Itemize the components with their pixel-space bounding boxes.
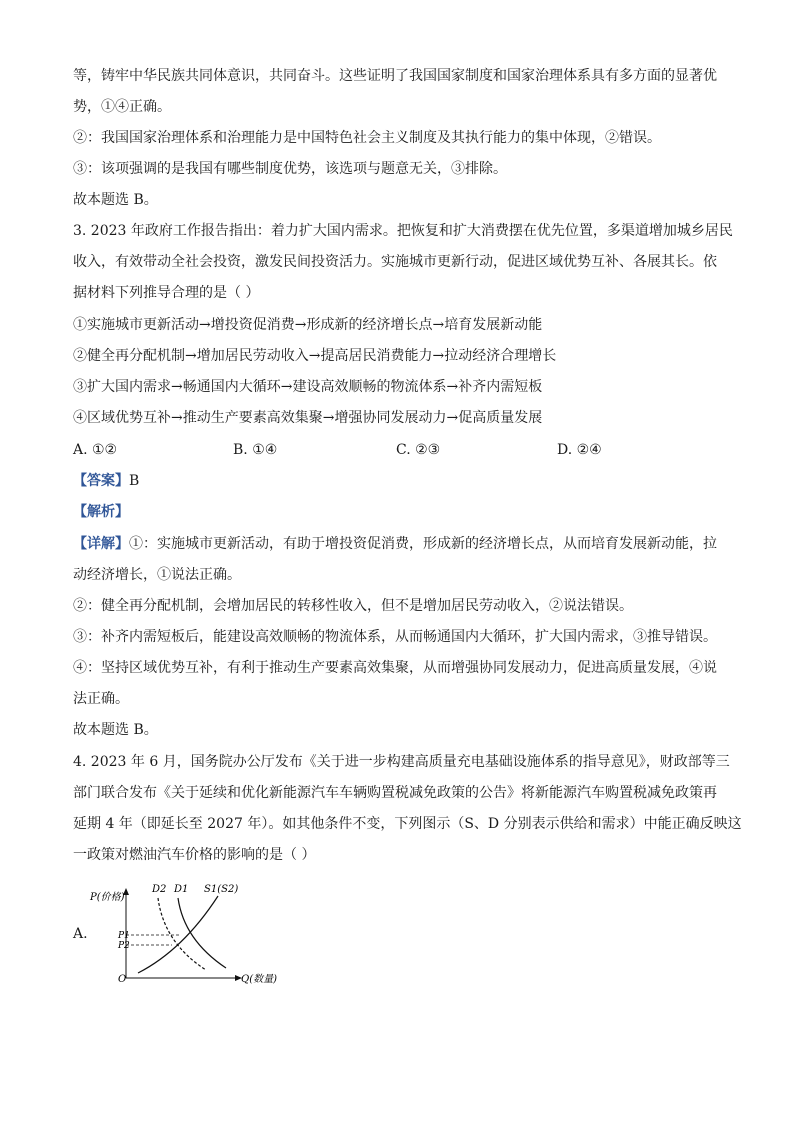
text-line: 等，铸牢中华民族共同体意识，共同奋斗。这些证明了我国国家制度和国家治理体系具有多方面的显著优 [73, 68, 717, 84]
detail-text: ①：实施城市更新活动，有助于增投资促消费，形成新的经济增长点，从而培育发展新动能，拉 [129, 536, 717, 552]
text-line: 故本题选 B。 [73, 192, 158, 208]
detail-line [73, 534, 717, 554]
analysis-tag: 【解析】 [73, 504, 129, 520]
detail-text: 动经济增长，①说法正确。 [73, 567, 241, 583]
answer-value: B [129, 473, 140, 489]
graph-option-label: A. [73, 926, 88, 942]
question-4-stem: 一政策对燃油汽车价格的影响的是（ ） [73, 847, 316, 863]
d2-label: D2 [152, 884, 167, 895]
s-label: S1(S2) [204, 884, 239, 895]
detail-text: ②：健全再分配机制，会增加居民的转移性收入，但不是增加居民劳动收入，②说法错误。 [73, 598, 633, 614]
answer-line [73, 471, 139, 491]
question-3-stem: 收入，有效带动全社会投资，激发民间投资活力。实施城市更新行动，促进区域优势互补、各展其长。依 [73, 254, 717, 270]
p1-label: P1 [118, 931, 130, 941]
y-axis-label: P(价格) [90, 892, 125, 903]
d1-label: D1 [174, 884, 189, 895]
statement-3: ③扩大国内需求→畅通国内大循环→建设高效顺畅的物流体系→补齐内需短板 [73, 379, 543, 395]
detail-text: 法正确。 [73, 691, 129, 707]
answer-tag: 【答案】 [73, 473, 129, 489]
x-axis-label: Q(数量) [241, 974, 278, 985]
question-4-stem: 延期 4 年（即延长至 2027 年）。如其他条件不变，下列图示（S、D 分别表示供给和需求）中能正确反映这 [73, 816, 742, 832]
question-3-stem: 3. 2023 年政府工作报告指出：着力扩大国内需求。把恢复和扩大消费摆在优先位置，多渠道增加城乡居民 [73, 223, 733, 239]
option-a: A. ①② [73, 442, 118, 458]
detail-text: ③：补齐内需短板后，能建设高效顺畅的物流体系，从而畅通国内大循环，扩大国内需求，③推导错误。 [73, 629, 717, 645]
text-line: ③：该项强调的是我国有哪些制度优势，该选项与题意无关，③排除。 [73, 161, 507, 177]
option-c: C. ②③ [396, 442, 441, 458]
statement-1: ①实施城市更新活动→增投资促消费→形成新的经济增长点→培育发展新动能 [73, 317, 543, 333]
supply-demand-graph [88, 878, 308, 988]
text-line: ②：我国国家治理体系和治理能力是中国特色社会主义制度及其执行能力的集中体现，②错误。 [73, 130, 661, 146]
question-3-stem: 据材料下列推导合理的是（ ） [73, 285, 260, 301]
statement-4: ④区域优势互补→推动生产要素高效集聚→增强协同发展动力→促高质量发展 [73, 410, 543, 426]
origin-label: O [118, 974, 127, 985]
detail-tag: 【详解】 [73, 536, 129, 552]
detail-text: ④：坚持区域优势互补，有利于推动生产要素高效集聚，从而增强协同发展动力，促进高质量发展，④说 [73, 660, 717, 676]
question-4-stem: 4. 2023 年 6 月，国务院办公厅发布《关于进一步构建高质量充电基础设施体系的指导意见》，财政部等三 [73, 754, 730, 770]
question-4-stem: 部门联合发布《关于延续和优化新能源汽车车辆购置税减免政策的公告》将新能源汽车购置税减免政策再 [73, 785, 717, 801]
analysis-line [73, 502, 129, 522]
supply-curve [138, 896, 218, 973]
option-d: D. ②④ [557, 442, 602, 458]
demand-curve-d2 [158, 898, 206, 970]
option-b: B. ①④ [233, 442, 278, 458]
statement-2: ②健全再分配机制→增加居民劳动收入→提高居民消费能力→拉动经济合理增长 [73, 348, 557, 364]
conclusion-text: 故本题选 B。 [73, 722, 158, 738]
text-line: 势，①④正确。 [73, 99, 171, 115]
p2-label: P2 [118, 941, 130, 951]
demand-curve-d1 [178, 898, 226, 968]
